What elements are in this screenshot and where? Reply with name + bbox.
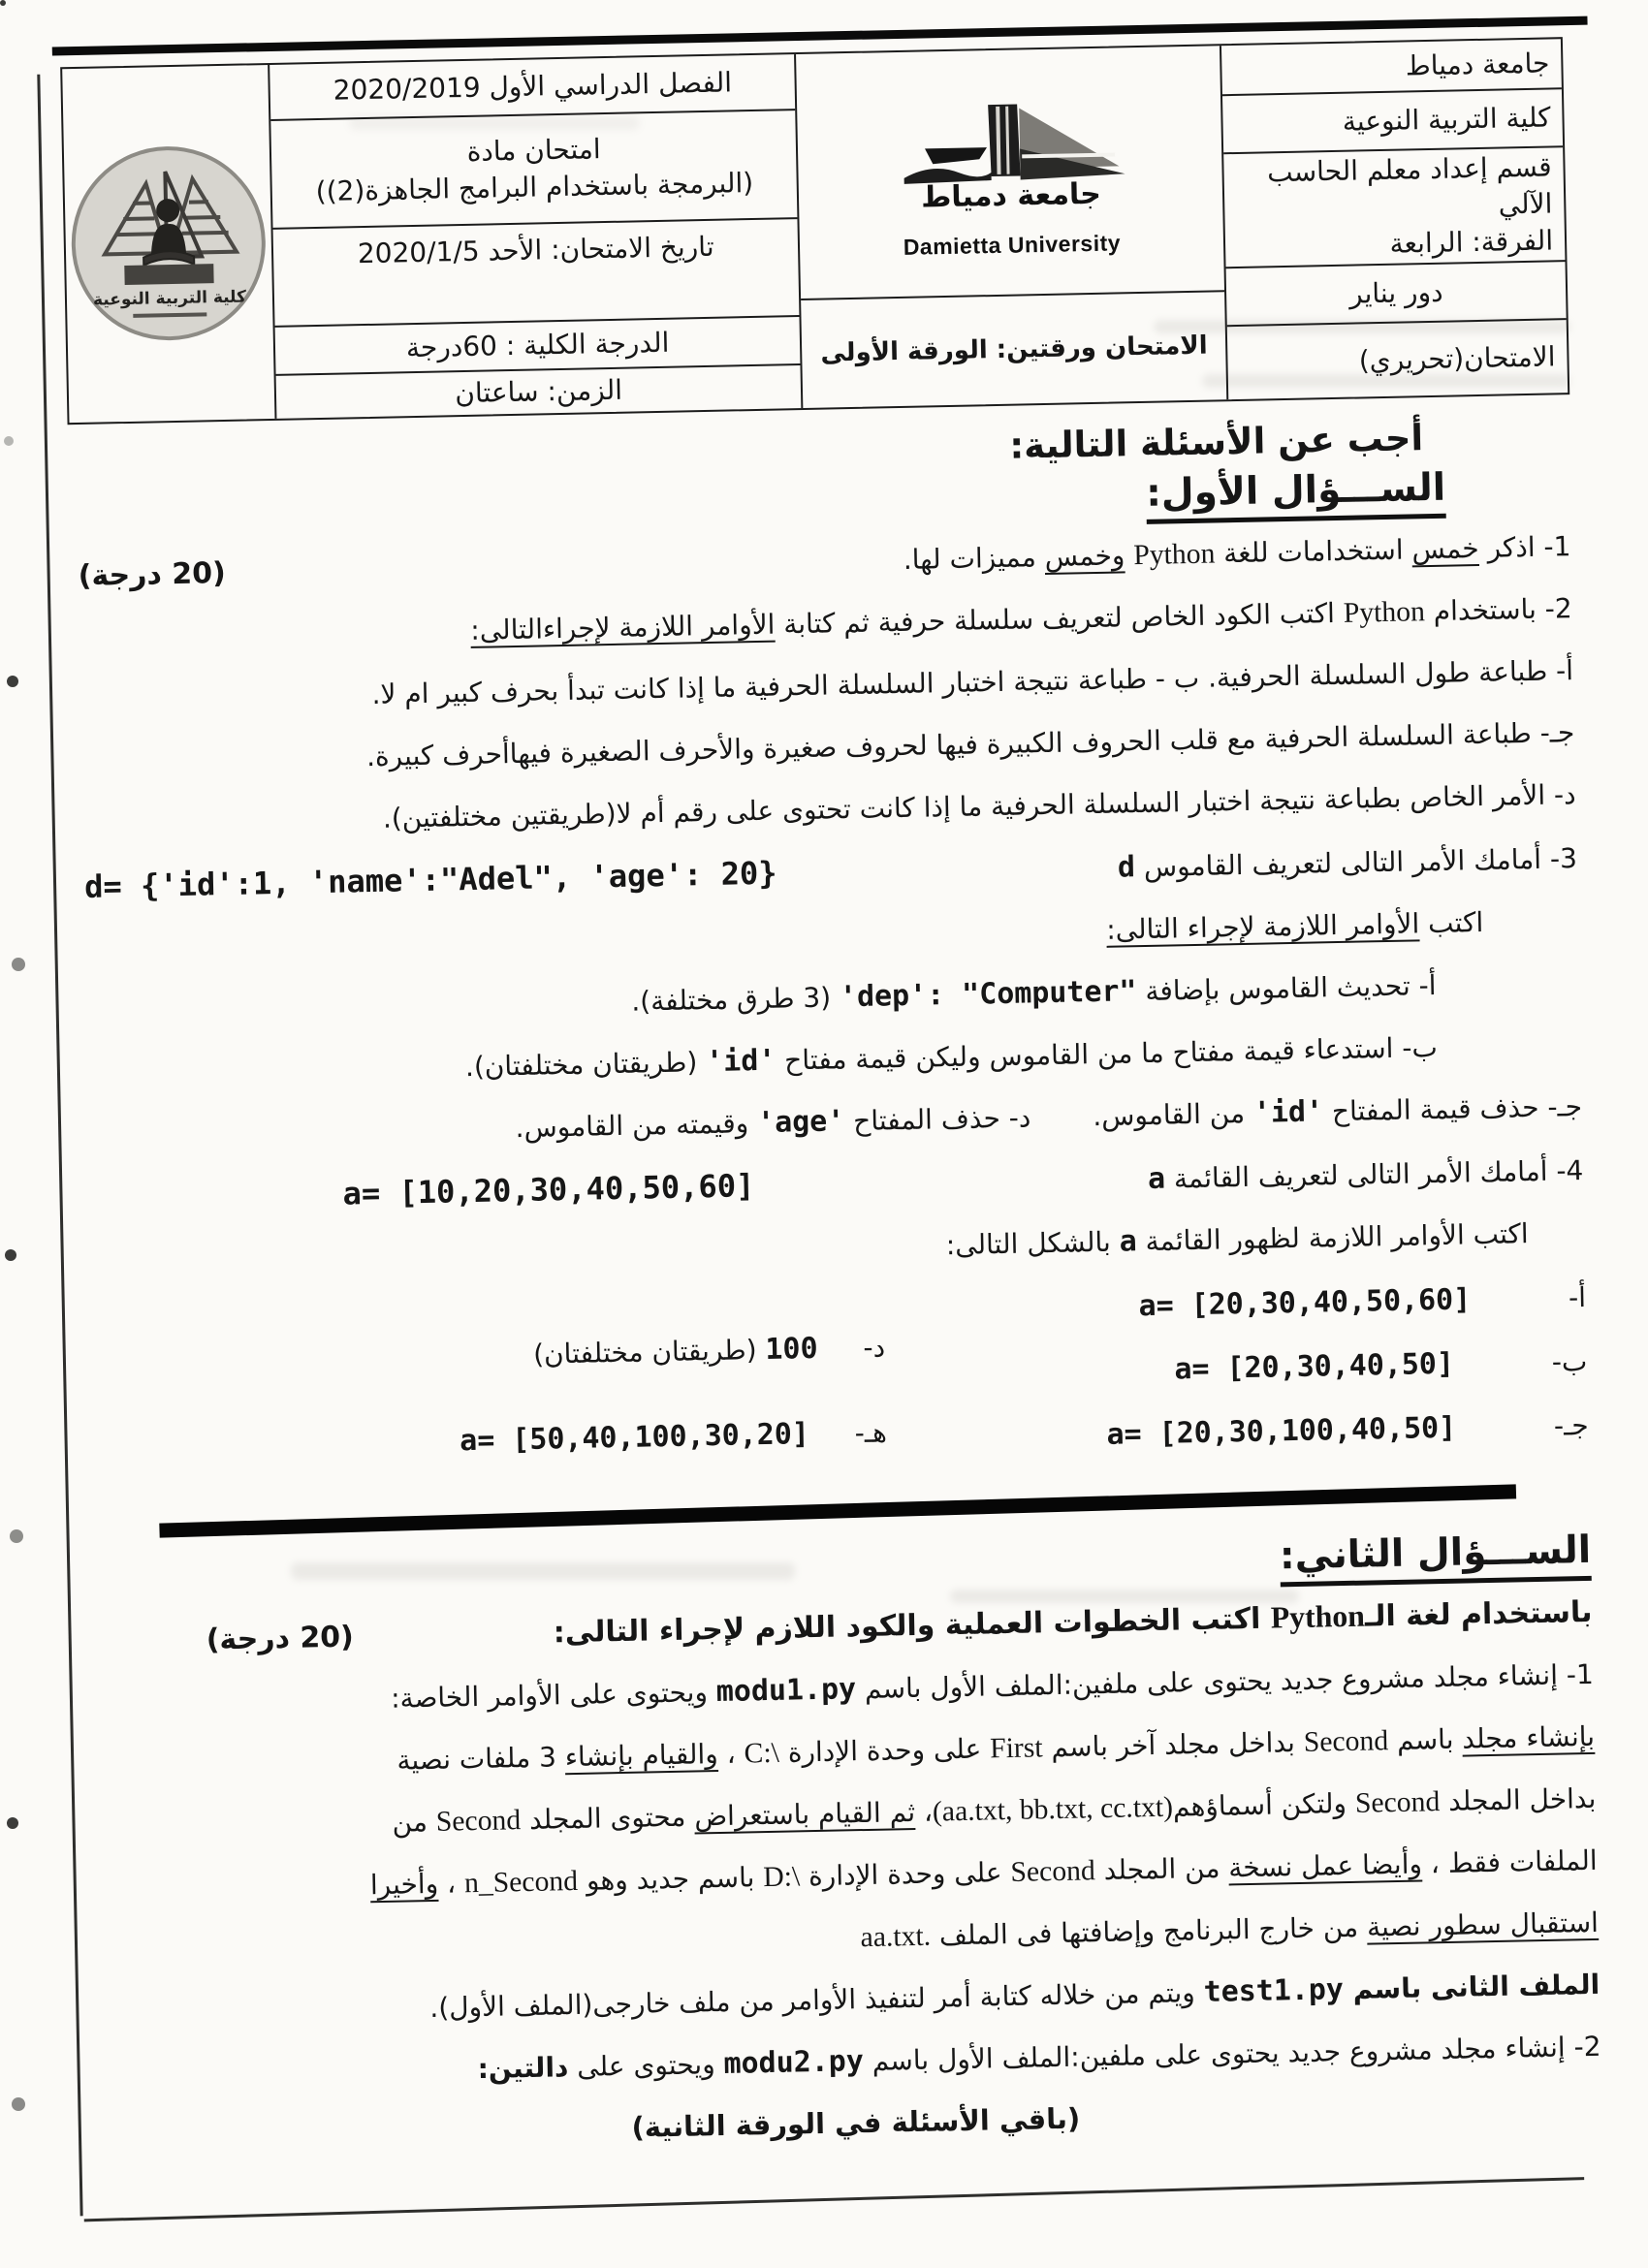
option-b: ب- a= [20,30,40,50] — [1174, 1344, 1588, 1387]
q2-item-1-line2: بإنشاء مجلد باسم Second بداخل مجلد آخر باسم First على وحدة الإدارة C:\ ، والقيام بإنشاء 3 ملفات نصية — [396, 1719, 1596, 1777]
damietta-university-logo-icon — [864, 83, 1157, 235]
semester: الفصل الدراسي الأول 2020/2019 — [269, 54, 795, 121]
q1-item-3a: أ- تحديث القاموس بإضافة 'dep': "Computer" (3 طرق مختلفة). — [630, 968, 1437, 1018]
q2-item-1-line3: بداخل المجلد Second ولتكن أسماؤهم(aa.txt, bb.txt, cc.txt)، ثم القيام باستعراض محتوى المجلد Second من — [392, 1781, 1597, 1839]
option-a: أ- a= [20,30,40,50,60] — [1138, 1280, 1587, 1324]
q1-item-2c: جـ- طباعة السلسلة الحرفية مع قلب الحروف الكبيرة فيها لحروف صغيرة والأحرف الصغيرة فيهاأحرف كبيرة. — [365, 715, 1575, 772]
header-middle-column — [794, 46, 1226, 408]
list-definition-code: a= [10,20,30,40,50,60] — [342, 1166, 755, 1213]
total-grade: الدرجة الكلية : 60درجة — [275, 317, 801, 376]
exam-duration: الزمن: ساعتان — [455, 373, 623, 410]
exam-date: تاريخ الامتحان: الأحد 2020/1/5 — [273, 219, 800, 328]
grade-level: الفرقة: الرابعة — [1389, 224, 1554, 260]
question2-title: الســـؤال الثاني: — [1280, 1528, 1592, 1587]
question1-marks: (20 درجة) — [78, 555, 227, 593]
options-left-column — [93, 1305, 888, 1491]
faculty-logo-cell — [62, 65, 274, 423]
dict-definition-code: d= {'id':1, 'name':"Adel", 'age': 20} — [83, 854, 777, 905]
department-and-grade — [1224, 147, 1566, 268]
university-logo-english-text: Damietta University — [903, 229, 1122, 260]
question2-marks: (20 درجة) — [206, 1620, 355, 1657]
exam-session: دور يناير — [1226, 262, 1567, 327]
faculty-name: كلية التربية النوعية — [1222, 89, 1563, 154]
q1-item-2: 2- باستخدام Python اكتب الكود الخاص لتعريف سلسلة حرفية ثم كتابة الأوامر اللازمة لإجراءالتالى: — [470, 591, 1573, 646]
papers-note: الامتحان ورقتين: الورقة الأولى — [801, 290, 1226, 408]
exam-body — [16, 413, 1645, 2156]
q1-item-2d: د- الأمر الخاص بطباعة نتيجة اختبار السلسلة الحرفية ما إذا كانت تحتوى على رقم أم لا(طريقتين مختلفتين). — [382, 777, 1576, 835]
q1-item-4-label: 4- أمامك الأمر التالى لتعريف القائمة a — [1147, 1153, 1584, 1196]
q2-intro: باستخدام لغة الـPython اكتب الخطوات العملية والكود اللازم لإجراء التالى: — [553, 1594, 1593, 1651]
university-name: جامعة دمياط — [1221, 39, 1562, 96]
option-c: جـ- a= [20,30,100,40,50] — [1106, 1408, 1589, 1452]
q2-item-1-line4: الملفات فقط ، وأيضا عمل نسخة من المجلد Second على وحدة الإدارة D:\ باسم جديد وهو n_Second ، وأخيرا — [369, 1843, 1598, 1902]
exam-type: الامتحان(تحريري) — [1358, 339, 1556, 376]
option-e: هـ- a= [50,40,100,30,20] — [459, 1416, 888, 1459]
question1-title: الســـؤال الأول: — [1146, 466, 1446, 524]
q2-second-file: الملف الثانى باسم test1.py ويتم من خلاله كتابة أمر لتنفيذ الأوامر من ملف خارجى(الملف الأول). — [429, 1968, 1600, 2024]
options-right-column — [884, 1266, 1590, 1475]
page-frame — [7, 0, 1647, 2261]
header-left-column — [268, 54, 802, 419]
q1-item-2a: أ- طباعة طول السلسلة الحرفية. ب - طباعة نتيجة اختبار السلسلة الحرفية ما إذا كانت تبدأ بحرف كبير ام لا. — [371, 653, 1574, 710]
exam-label: امتحان مادة — [466, 133, 601, 169]
university-logo — [796, 46, 1224, 299]
q1-item-3b: ب- استدعاء قيمة مفتاح ما من القاموس وليكن قيمة مفتاح 'id' (طريقتان مختلفتان). — [464, 1030, 1439, 1083]
q1-item-3cd: جـ- حذف قيمة المفتاح 'id' من القاموس.د- حذف المفتاح 'age' وقيمته من القاموس. — [515, 1089, 1583, 1144]
subject-cell — [270, 110, 797, 230]
q2-item-1-line5: استقبال سطور نصية من خارج البرنامج وإضافتها فى الملف aa.txt. — [860, 1906, 1600, 1953]
subject-name: (البرمجة باستخدام البرامج الجاهزة(2)) — [315, 166, 754, 208]
department-name: قسم إعداد معلم الحاسب الآلي — [1266, 150, 1553, 221]
svg-text:كلية التربية النوعية: كلية التربية النوعية — [92, 287, 247, 311]
q2-item-2: 2- إنشاء مجلد مشروع جديد يحتوى على ملفين:الملف الأول باسم modu2.py ويحتوى على دالتين: — [477, 2030, 1601, 2085]
continue-note: (باقي الأسئلة في الورقة الثانية) — [631, 2101, 1081, 2144]
header-right-column — [1220, 39, 1568, 399]
option-d: د- 100 (طريقتان مختلفتان) — [532, 1331, 886, 1370]
q1-item-4-options — [93, 1266, 1590, 1492]
q1-item-3-instruction: اكتب الأوامر اللازمة لإجراء التالى: — [1105, 905, 1484, 946]
svg-text:جامعة دمياط: جامعة دمياط — [920, 176, 1102, 214]
q1-item-4-instruction: اكتب الأوامر اللازمة لظهور القائمة a بالشكل التالى: — [945, 1216, 1529, 1261]
page-bottom-border — [84, 2177, 1584, 2221]
q1-item-3-label: 3- أمامك الأمر التالى لتعريف القاموس d — [1117, 841, 1578, 885]
answer-instruction: أجب عن الأسئلة التالية: — [1008, 416, 1424, 467]
header-table — [60, 37, 1569, 425]
q1-item-1: 1- اذكر خمس استخدامات للغة Python وخمس مميزات لها. — [903, 529, 1571, 576]
q2-item-1: 1- إنشاء مجلد مشروع جديد يحتوى على ملفين:الملف الأول باسم modu1.py ويحتوى على الأوامر الخاصة: — [390, 1657, 1595, 1715]
scan-specks — [0, 0, 6, 6]
faculty-logo-icon — [64, 139, 273, 348]
